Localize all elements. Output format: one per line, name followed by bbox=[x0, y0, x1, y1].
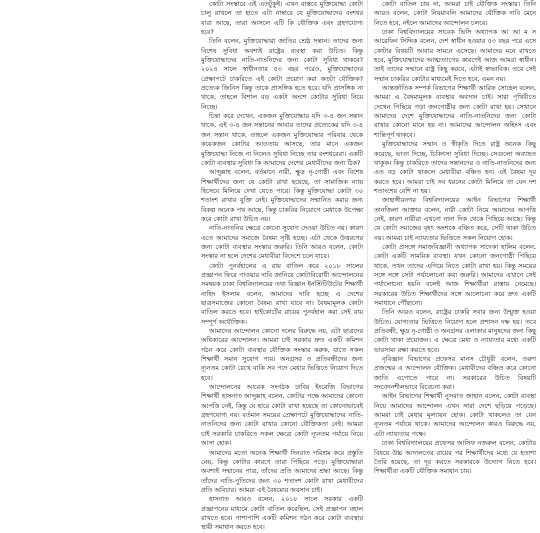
article-paragraph: আমাদের আন্দোলন কোনো দলের বিরুদ্ধে নয়, এটা ছাত্রদের অধিকারের আন্দোলন। আমরা চাই সরকার দ্রুত একটি কমিশন গঠন করে কোটা ব্যবস্থার যৌক্তিক সংস্কার করুক, যাতে সকল শিক্ষার্থী সমান সুযোগ পায়। অনগ্রসর ও প্রতিবন্ধীদের জন্য ন্যূনতম কোটা রেখে বাকি সব পদে মেধার ভিত্তিতে নিয়োগ দিতে হবে। bbox=[201, 327, 363, 382]
article-paragraph: কোটা সংস্কারে এই এতটুকুই। এখন বাস্তবে মুক্তিযোদ্ধা কোটা চালু রাখলে তা হাতে এটা নাম্বারে যে মুক্তিযোদ্ধাদের বংশধর যারা আছে, তারা আসলে এটি কি যৌক্তিক এবং গ্রহণযোগ্য হবে? bbox=[201, 0, 363, 37]
article-paragraph: আইন বিভাগের শিক্ষার্থী নুসরাত জাহান বলেন, কোটা ব্যবস্থা নিয়ে আমাদের আন্দোলন এখন সারা দেশে ছড়িয়ে পড়েছে। আমরা চাই মেধার মূল্যায়ন হোক। কোটা থাকলেও তা যেন ন্যূনতম পর্যায়ে থাকে। আমাদের আন্দোলন কারও বিরুদ্ধে নয়, এটা ন্যায্যতার পক্ষে। bbox=[374, 392, 536, 438]
column-divider bbox=[367, 0, 368, 440]
article-paragraph: আন্তর্জাতিক সম্পর্ক বিভাগের শিক্ষার্থী আরিফ সোহেল বলেন, আমরা এ বৈষম্যমূলক ব্যবস্থার অবসান চাই। সারা পৃথিবীতে দেখেন পিছিয়ে পড়া জনগোষ্ঠীর জন্য কোটা রাখা হয়। সেখানে আমাদের দেশে মুক্তিযোদ্ধাদের নাতি-নাতনিদের জন্য কোটা রাখার কোনো মানে হয় না। আমাদের আন্দোলন অহিংস এবং শান্তিপূর্ণ থাকবে। bbox=[374, 84, 536, 139]
article-paragraph: কোটা প্রসঙ্গে সমাজবিজ্ঞানী অধ্যাপক সাদেকা হালিম বলেন, কোটা একটি সাময়িক ব্যবস্থা। যখন কোনো জনগোষ্ঠী পিছিয়ে থাকে, তখন তাদের এগিয়ে নিতে কোটা রাখা হয়। কিন্তু সময়ের সঙ্গে সঙ্গে সেটা পর্যালোচনা করা জরুরি। আমাদের এখানে সেই পর্যালোচনা হয়নি বলেই আজ শিক্ষার্থীরা রাস্তায় নেমেছে। সরকারের উচিত শিক্ষার্থীদের সঙ্গে আলোচনা করে দ্রুত একটি সমাধানে পৌঁছানো। bbox=[374, 242, 536, 307]
article-paragraph: ঢাকা বিশ্ববিদ্যালয়ের সাবেক ভিসি অধ্যাপক আ আ ম স আরেফিন সিদ্দিক বলেন, দেশ স্বাধীন হওয়ার ৫৩ বছর পরে এসে কোটার বিষয়টি আবার সামনে এসেছে। আমাদের মনে রাখতে হবে, মুক্তিযোদ্ধাদের আত্মত্যাগের কারণেই আজ আমরা স্বাধীন। তাই তাদের সম্মানে রাষ্ট্র কিছু করবে, এটাই স্বাভাবিক। তবে সেই সম্মান চাকরির কোটার মাধ্যমেই দিতে হবে, এমন নয়। bbox=[374, 28, 536, 83]
article-paragraph: ঢাকা বিশ্ববিদ্যালয়ের প্রফেসর আসিফ নজরুল বলেন, কোটার বিষয়ে উচ্চ আদালতের রায়ের পর শিক্ষার্থীদের মধ্যে যে হতাশা তৈরি হয়েছে, তা দূর করতে সরকারকে উদ্যোগ নিতে হবে। শিক্ষার্থীরা একটি যৌক্তিক সমাধান চায়। bbox=[374, 439, 536, 476]
article-paragraph: কোটা বাতিল চায় না, আমরা চাই যৌক্তিক সংস্কার। তিনি আরও বলেন, কোটা নিয়মাবলি আমাদের যৌক্তিক দাবি মেনে নিতে হবে, নইলে আমাদের আন্দোলন চলবে। bbox=[374, 0, 536, 27]
article-paragraph: তিনি আরও বলেন, রাষ্ট্রের চাকরি সবার জন্য উন্মুক্ত হওয়া উচিত। যোগ্যতার ভিত্তিতে নিয়োগ হলে প্রশাসন দক্ষ হয়। তবে প্রতিবন্ধী, ক্ষুদ্র নৃ-গোষ্ঠী ও অনগ্রসর এলাকার মানুষদের জন্য কিছু কোটা থাকা প্রয়োজন। এ ক্ষেত্রে মেধা ও ন্যায্যতার মধ্যে একটি ভারসাম্য রক্ষা করতে হবে। bbox=[374, 308, 536, 354]
article-column-right bbox=[374, 0, 536, 476]
article-paragraph: আব্দুল্লাহ বলেন, বর্তমানে নারী, ক্ষুদ্র নৃ-গোষ্ঠী এবং বিশেষ শিক্ষার্থীদের জন্য যে কোটা রাখা হয়েছে, তা সামাজিক ন্যায় হিসেবে মিলিয়ে দেখা যেতে পারে। কিন্তু মুক্তিযোদ্ধা কোটা ৩০ শতাংশ রাখার যুক্তি নেই। মুক্তিযোদ্ধাদের সম্মানিত করার জন্য বিকল্প অনেক পথ আছে, কিন্তু চাকরির নিয়োগে মেধাকে উপেক্ষা করে কোটা রাখা উচিত নয়। bbox=[201, 168, 363, 223]
article-paragraph: চিন্তা করে দেখেন, একজন মুক্তিযোদ্ধার যদি ৩-৪ জন সন্তান থাকে, এই ৩-৪ জন সন্তানের আবার তাদের প্রত্যেকের যদি ৩-৪ জন সন্তান থাকে, তাহলে একজন মুক্তিযোদ্ধার পরিবার থেকে কয়েকজন কোটার আওতায় আসছে, তার মানে একজন মুক্তিযোদ্ধা নিজে না নিলেও সুবিধা নিচ্ছে তার বংশধরেরা। একটি কোটা ব্যবস্থার সুবিধা কি আমাদের দেশের মেধাবীদের জন্য ঠিক? bbox=[201, 112, 363, 167]
article-column-left bbox=[201, 0, 363, 532]
article-paragraph: নাতি-নাতনির ক্ষেত্রে কোনো সুযোগ দেওয়া উচিত নয়। কারণ এতে আমাদের সমাজে বৈষম্য সৃষ্টি হচ্ছে। এটা থেকে উত্তরণের জন্য কোটা ব্যবস্থার সংস্কার জরুরি। তিনি আরও বলেন, কোটা সংস্কার না হলে দেশের মেধাবীরা বিদেশে চলে যাবে। bbox=[201, 224, 363, 261]
article-paragraph: আন্দোলনের আরেক সংগঠক ঢাবির ইংরেজি বিভাগের শিক্ষার্থী হাসনাত আব্দুল্লাহ বলেন, কোটার পক্ষে আমাদের কোনো আপত্তি নেই, কিন্তু যে হারে কোটা রাখা হয়েছে তা কোনোভাবেই গ্রহণযোগ্য নয়। বর্তমান সময়ের প্রেক্ষাপটে মুক্তিযোদ্ধাদের নাতি-নাতনিদের জন্য কোটা রাখার কোনো যৌক্তিকতা নেই। আমরা চাই সরকারি চাকরিতে সকল ক্ষেত্রে কোটা ন্যূনতম পর্যায়ে নিয়ে আসা হোক। bbox=[201, 383, 363, 448]
article-paragraph: তিনি বলেন, মুক্তিযোদ্ধারা জাতির শ্রেষ্ঠ সন্তান। তাদের জন্য বিশেষ সুবিধা অবশ্যই রাষ্ট্রের ব্যবস্থা করা উচিত। কিন্তু মুক্তিযোদ্ধাদের নাতি-নাতনিদের জন্য কোটা সুবিধা থাকবে? ২০২৪ সালে স্বাধীনতার ৫৩ বছর পরেও, মুক্তিযোদ্ধাদের প্রেক্ষাপটে চাকরিতে এই কোটা প্রয়োগ করা কতটা যৌক্তিক? প্রত্যেক জিনিস কিন্তু তাকে প্রাসঙ্গিক হতে হবে। যদি প্রাসঙ্গিক না থাকে, তাহলে বিশাল বড় একটা অংশে কোটার সুবিধা নিয়ে নিচ্ছে। bbox=[201, 37, 363, 111]
article-paragraph: হাসনাত আরও বলেন, ২০১৮ সালে সরকার একটি প্রজ্ঞাপনের মাধ্যমে কোটা বাতিল করেছিল, সেই প্রজ্ঞাপন বহাল রাখতে হবে। পাশাপাশি একটি কমিশন গঠন করে কোটা ব্যবস্থার স্থায়ী সমাধান করতে হবে। bbox=[201, 495, 363, 532]
article-paragraph: নৃবিজ্ঞান বিভাগের প্রফেসর মানস চৌধুরী বলেন, তরুণ প্রজন্মের এ আন্দোলন যৌক্তিক। মেধাবীদের বঞ্চিত করে কোনো জাতি এগোতে পারে না। সরকারের উচিত বিষয়টি সংবেদনশীলভাবে বিবেচনা করা। bbox=[374, 355, 536, 392]
article-paragraph: মুক্তিযোদ্ধাদের সম্মান ও স্বীকৃতি দিতে রাষ্ট্র অনেক কিছু করেছে, ভাতা দিচ্ছে, চিকিৎসা সুবিধা দিচ্ছে। সেগুলো অব্যাহত থাকুক। কিন্তু চাকরিতে তাদের সন্তানদের ও নাতি-নাতনিদের জন্য এত বড় কোটা থাকলে মেধাবীরা বঞ্চিত হন। এই বৈষম্য দূর করতে হবে। আমরা চাই সব ধরনের কোটা মিলিয়ে তা যেন দশ শতাংশের বেশি না হয়। bbox=[374, 140, 536, 195]
article-paragraph: কোটা পুনর্বহালের এ রায় বাতিল করে ২০১৮ সালের প্রজ্ঞাপন ফিরে পাওয়ার দাবি জানিয়ে কোটাবিরোধী আন্দোলনের সমন্বয়ক ঢাকা বিশ্ববিদ্যালয়ের তথ্য বিজ্ঞান ইনস্টিটিউটের শিক্ষার্থী নাহিদ ইসলাম বলেন, আমাদের দাবি হচ্ছে এ দেশের ছাত্রসমাজের কোনো বৈষম্য রাখা যাবে না। বৈষম্যমূলক কোটা বাতিল করতে হবে। হাইকোর্টের রায়ের পুনর্বহাল করা সেই রায় সম্পূর্ণ অযৌক্তিক। bbox=[201, 261, 363, 326]
article-paragraph: আমাদের মতো অনেক শিক্ষার্থী দিনরাত পরিশ্রম করে প্রস্তুতি নেয়, কিন্তু কোটার কারণে তারা পিছিয়ে পড়ে। মুক্তিযোদ্ধারা অবশ্যই সম্মানের পাত্র, তাঁদের প্রতি আমাদের শ্রদ্ধা আছে। কিন্তু তাঁদের নাতি-পুতিদের জন্য ৩০ শতাংশ কোটা রাখা মেধাবীদের প্রতি অবিচার। আমরা এই বৈষম্যের অবসান চাই। bbox=[201, 448, 363, 494]
article-paragraph: জাহাঙ্গীরনগর বিশ্ববিদ্যালয়ের আইন বিভাগের শিক্ষার্থী তানজিলা আক্তার বলেন, নারী কোটা নিয়ে আমাদের আপত্তি নেই, কারণ নারীরা এখনো নানা দিক থেকে পিছিয়ে আছে। কিন্তু যে কোটা সমাজের বৃহৎ অংশকে বঞ্চিত করে, সেটি থাকা উচিত নয়। আমরা চাই ন্যায্যতার ভিত্তিতে সকল নিয়োগ হোক। bbox=[374, 196, 536, 242]
